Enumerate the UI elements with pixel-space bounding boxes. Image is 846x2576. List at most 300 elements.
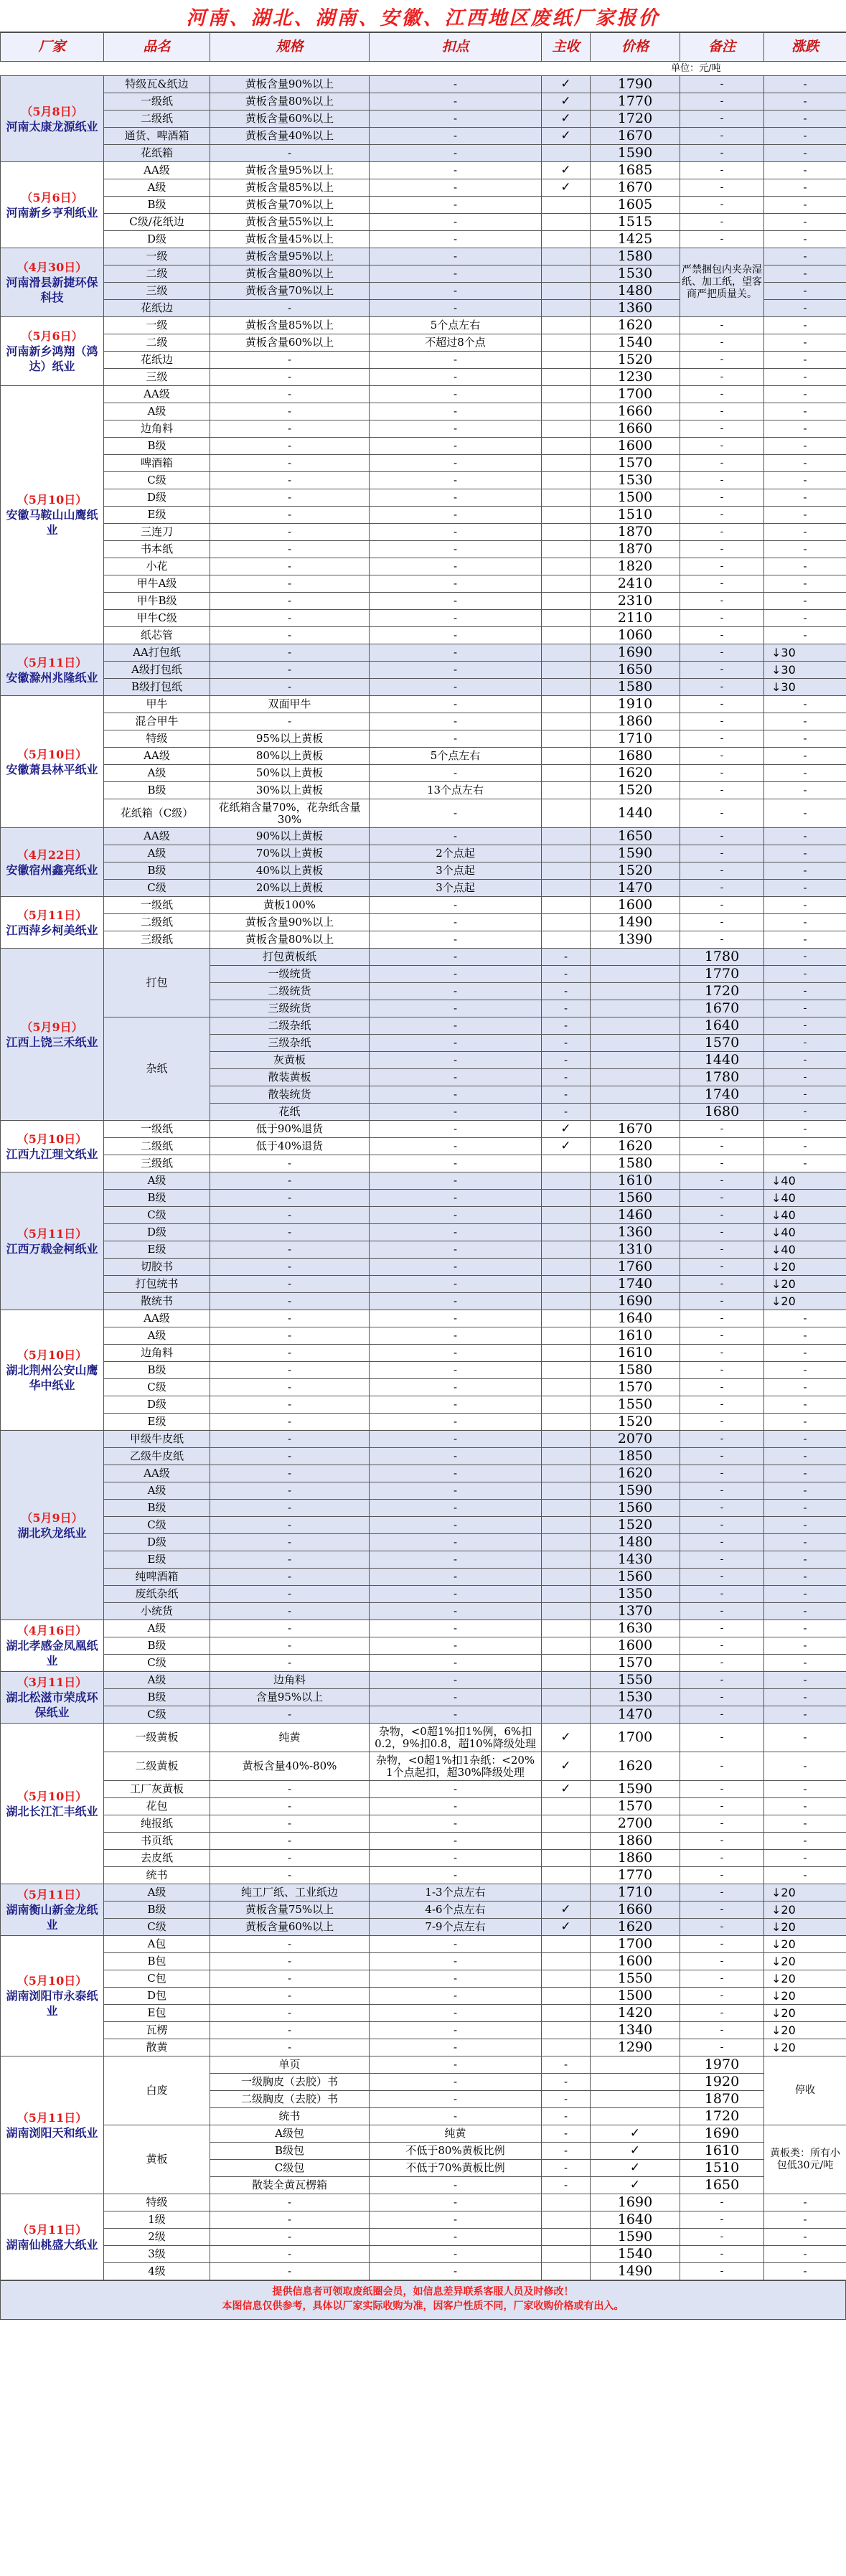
product-name: AA打包纸: [104, 644, 210, 662]
price-row: [1, 334, 846, 352]
deduction-cell: -: [370, 1781, 542, 1798]
main-purchase-check: [542, 507, 591, 524]
main-purchase-check: [542, 1448, 591, 1465]
deduction-cell: -: [370, 1207, 542, 1224]
price-cell: 1740: [591, 1276, 680, 1293]
spec-cell: -: [210, 575, 370, 593]
deduction-cell: -: [542, 1104, 591, 1121]
note-cell: -: [680, 1752, 764, 1781]
unit-row: [1, 62, 846, 76]
note-cell: -: [764, 1086, 846, 1104]
factory-cell: [1, 1310, 104, 1431]
deduction-cell: -: [542, 2143, 591, 2160]
note-cell: -: [680, 403, 764, 420]
deduction-cell: -: [370, 696, 542, 713]
product-name: B级: [104, 438, 210, 455]
factory-name: 江西上饶三禾纸业: [6, 1035, 98, 1049]
header-change: 涨跌: [764, 33, 846, 62]
price-cell: 1580: [591, 1155, 680, 1172]
price-row: [1, 1379, 846, 1396]
product-name: 灰黄板: [210, 1052, 370, 1069]
main-purchase-check: [542, 197, 591, 214]
price-cell: 1670: [591, 179, 680, 197]
spec-cell: -: [210, 1241, 370, 1259]
factory-name: 安徽马鞍山山鹰纸业: [6, 508, 98, 537]
price-row: [1, 1655, 846, 1672]
price-cell: 1460: [591, 1207, 680, 1224]
deduction-cell: -: [370, 1551, 542, 1569]
factory-cell: [1, 2194, 104, 2280]
deduction-cell: -: [542, 2108, 591, 2125]
note-cell: 停收: [764, 2056, 846, 2125]
spec-cell: -: [210, 352, 370, 369]
main-purchase-check: [542, 1327, 591, 1345]
spec-cell: 黄板100%: [210, 897, 370, 914]
deduction-cell: -: [370, 1850, 542, 1867]
factory-cell: [1, 1620, 104, 1672]
note-cell: -: [680, 179, 764, 197]
price-cell: 2700: [591, 1815, 680, 1833]
main-purchase-check: [542, 1655, 591, 1672]
deduction-cell: -: [370, 610, 542, 627]
deduction-cell: -: [370, 627, 542, 644]
spec-cell: -: [210, 1637, 370, 1655]
main-purchase-check: ✓: [591, 2177, 680, 2194]
deduction-cell: -: [370, 1798, 542, 1815]
note-cell: -: [680, 931, 764, 949]
change-cell: -: [764, 214, 846, 231]
spec-cell: 80%以上黄板: [210, 748, 370, 765]
change-cell: -: [764, 1396, 846, 1414]
price-row: [1, 862, 846, 880]
note-cell: -: [680, 2211, 764, 2229]
factory-date: （5月10日）: [17, 493, 88, 507]
deduction-cell: -: [370, 914, 542, 931]
spec-cell: 20%以上黄板: [210, 880, 370, 897]
deduction-cell: -: [370, 1345, 542, 1362]
main-purchase-check: ✓: [591, 2160, 680, 2177]
factory-name: 安徽宿州鑫亮纸业: [6, 862, 98, 877]
factory-date: （5月11日）: [17, 2222, 88, 2237]
spec-cell: -: [210, 2229, 370, 2246]
spec-cell: -: [210, 1517, 370, 1534]
price-row: [1, 455, 846, 472]
change-cell: -: [764, 111, 846, 128]
change-cell: -: [764, 1448, 846, 1465]
price-cell: 1580: [591, 1362, 680, 1379]
deduction-cell: 3个点起: [370, 862, 542, 880]
spec-cell: -: [370, 1104, 542, 1121]
main-purchase-check: ✓: [591, 2125, 680, 2143]
price-row: [1, 627, 846, 644]
price-row: [1, 231, 846, 248]
price-cell: 1560: [591, 1500, 680, 1517]
price-cell: 1510: [680, 2160, 764, 2177]
factory-name: 湖南浏阳天和纸业: [6, 2125, 98, 2140]
deduction-cell: 2个点起: [370, 845, 542, 862]
factory-cell: [1, 1172, 104, 1310]
spec-cell: -: [210, 1620, 370, 1637]
product-name: 打包统书: [104, 1276, 210, 1293]
price-cell: 1720: [591, 111, 680, 128]
price-cell: 1790: [591, 76, 680, 93]
spec-cell: -: [210, 472, 370, 489]
main-purchase-check: ✓: [542, 76, 591, 93]
price-cell: 1605: [591, 197, 680, 214]
main-purchase-check: [542, 1190, 591, 1207]
price-row: [1, 1953, 846, 1970]
change-cell: ↓20: [764, 1970, 846, 1988]
main-purchase-check: [542, 1586, 591, 1603]
deduction-cell: -: [370, 1414, 542, 1431]
deduction-cell: -: [370, 1138, 542, 1155]
change-cell: ↓20: [764, 2022, 846, 2039]
product-name: B级: [104, 1190, 210, 1207]
price-row: [1, 1276, 846, 1293]
main-purchase-check: [542, 2211, 591, 2229]
price-row: [1, 1988, 846, 2005]
price-row: [1, 558, 846, 575]
main-purchase-check: [542, 1431, 591, 1448]
deduction-cell: -: [370, 1970, 542, 1988]
price-cell: 1230: [591, 369, 680, 386]
deduction-cell: -: [370, 1867, 542, 1884]
deduction-cell: -: [370, 1689, 542, 1706]
price-cell: 1680: [680, 1104, 764, 1121]
price-cell: 1520: [591, 782, 680, 799]
note-cell: -: [680, 162, 764, 179]
note-cell: -: [680, 1138, 764, 1155]
deduction-cell: -: [542, 966, 591, 983]
note-cell: -: [680, 1396, 764, 1414]
main-purchase-check: [542, 472, 591, 489]
product-name: 花纸边: [104, 352, 210, 369]
change-cell: -: [764, 1586, 846, 1603]
deduction-cell: -: [370, 1603, 542, 1620]
deduction-cell: -: [370, 2039, 542, 2056]
note-cell: -: [680, 1276, 764, 1293]
price-cell: 1680: [591, 748, 680, 765]
main-purchase-check: [542, 524, 591, 541]
main-purchase-check: [542, 1953, 591, 1970]
factory-cell: [1, 76, 104, 162]
change-cell: -: [764, 317, 846, 334]
price-row: [1, 1327, 846, 1345]
price-row: [1, 2211, 846, 2229]
main-purchase-check: [542, 386, 591, 403]
product-name: B级: [104, 1902, 210, 1919]
spec-cell: -: [210, 1706, 370, 1724]
main-purchase-check: [542, 1970, 591, 1988]
spec-cell: 黄板含量95%以上: [210, 162, 370, 179]
change-cell: -: [764, 880, 846, 897]
note-cell: -: [680, 862, 764, 880]
note-cell: -: [680, 1534, 764, 1551]
deduction-cell: 不超过8个点: [370, 334, 542, 352]
deduction-cell: -: [542, 1035, 591, 1052]
product-name: A级包: [210, 2125, 370, 2143]
product-name: 3级: [104, 2246, 210, 2263]
change-cell: ↓20: [764, 1936, 846, 1953]
note-cell: -: [680, 1603, 764, 1620]
product-name: 通货、啤酒箱: [104, 128, 210, 145]
deduction-cell: -: [542, 983, 591, 1000]
product-name: D级: [104, 1396, 210, 1414]
main-purchase-check: [542, 2246, 591, 2263]
deduction-cell: -: [370, 403, 542, 420]
price-cell: 1610: [680, 2143, 764, 2160]
main-purchase-check: [542, 713, 591, 730]
note-cell: -: [680, 1620, 764, 1637]
spec-cell: -: [210, 1448, 370, 1465]
price-row: [1, 1465, 846, 1482]
header-row: [1, 33, 846, 62]
product-name: A级: [104, 1884, 210, 1902]
note-cell: -: [680, 610, 764, 627]
spec-cell: -: [210, 1327, 370, 1345]
product-name: E级: [104, 1551, 210, 1569]
product-name: 纸芯管: [104, 627, 210, 644]
note-cell: -: [680, 2194, 764, 2211]
spec-cell: -: [370, 2074, 542, 2091]
deduction-cell: -: [370, 455, 542, 472]
spec-cell: -: [210, 1293, 370, 1310]
factory-name: 安徽滁州兆隆纸业: [6, 670, 98, 685]
main-purchase-check: [542, 1620, 591, 1637]
change-cell: -: [764, 713, 846, 730]
note-cell: -: [680, 593, 764, 610]
main-purchase-check: [542, 644, 591, 662]
main-purchase-check: [542, 730, 591, 748]
main-purchase-check: [591, 2056, 680, 2074]
change-cell: ↓20: [764, 1953, 846, 1970]
spec-cell: 黄板含量80%以上: [210, 265, 370, 283]
change-cell: -: [764, 558, 846, 575]
spec-cell: -: [210, 1798, 370, 1815]
product-name: 散装黄板: [210, 1069, 370, 1086]
price-cell: 1780: [680, 1069, 764, 1086]
change-cell: -: [764, 575, 846, 593]
spec-cell: -: [210, 438, 370, 455]
main-purchase-check: ✓: [542, 162, 591, 179]
price-cell: 1570: [591, 1655, 680, 1672]
change-cell: -: [764, 489, 846, 507]
main-purchase-check: [591, 983, 680, 1000]
product-name: 散装全黄瓦楞箱: [210, 2177, 370, 2194]
main-purchase-check: [591, 1069, 680, 1086]
spec-cell: -: [210, 1190, 370, 1207]
deduction-cell: -: [370, 1517, 542, 1534]
deduction-cell: -: [370, 2211, 542, 2229]
note-cell: -: [680, 420, 764, 438]
footer-line: 本图信息仅供参考，具体以厂家实际收购为准，因客户性质不同，厂家收购价格或有出入。: [222, 2300, 624, 2312]
spec-cell: 花纸箱含量70%，花杂纸含量30%: [210, 799, 370, 828]
change-cell: ↓20: [764, 2039, 846, 2056]
main-purchase-check: [542, 334, 591, 352]
spec-cell: -: [210, 2263, 370, 2280]
change-cell: -: [764, 1752, 846, 1781]
product-name: 散装统货: [210, 1086, 370, 1104]
main-purchase-check: [542, 420, 591, 438]
note-cell: -: [680, 1431, 764, 1448]
main-purchase-check: [542, 880, 591, 897]
note-cell: -: [680, 1327, 764, 1345]
note-cell: -: [680, 575, 764, 593]
note-cell: -: [764, 983, 846, 1000]
price-cell: 1520: [591, 1414, 680, 1431]
note-cell: -: [680, 507, 764, 524]
deduction-cell: -: [542, 2091, 591, 2108]
price-cell: 1870: [591, 524, 680, 541]
note-cell: -: [680, 1724, 764, 1752]
deduction-cell: -: [370, 1293, 542, 1310]
spec-cell: 双面甲牛: [210, 696, 370, 713]
note-cell: -: [680, 679, 764, 696]
spec-cell: -: [370, 1000, 542, 1017]
change-cell: ↓30: [764, 679, 846, 696]
product-category: 黄板: [104, 2125, 210, 2194]
note-cell: -: [764, 1000, 846, 1017]
price-row: [1, 748, 846, 765]
price-cell: 2110: [591, 610, 680, 627]
note-cell: -: [680, 1867, 764, 1884]
spec-cell: -: [370, 1017, 542, 1035]
price-row: [1, 1241, 846, 1259]
product-name: A包: [104, 1936, 210, 1953]
factory-name: 湖北孝感金凤凰纸业: [6, 1639, 98, 1668]
product-name: A级: [104, 845, 210, 862]
spec-cell: 40%以上黄板: [210, 862, 370, 880]
price-row: [1, 845, 846, 862]
price-cell: 1630: [591, 1620, 680, 1637]
price-cell: 1550: [591, 1672, 680, 1689]
deduction-cell: 5个点左右: [370, 317, 542, 334]
product-name: B包: [104, 1953, 210, 1970]
deduction-cell: -: [370, 799, 542, 828]
factory-name: 湖南仙桃盛大纸业: [6, 2237, 98, 2252]
main-purchase-check: [542, 862, 591, 880]
price-cell: 1610: [591, 1345, 680, 1362]
spec-cell: -: [210, 489, 370, 507]
product-name: 统书: [104, 1867, 210, 1884]
price-cell: 2310: [591, 593, 680, 610]
price-row: [1, 713, 846, 730]
price-row: [1, 1017, 846, 1035]
price-cell: 1920: [680, 2074, 764, 2091]
main-purchase-check: [542, 1465, 591, 1482]
change-cell: ↓20: [764, 1276, 846, 1293]
spec-cell: -: [210, 644, 370, 662]
price-cell: 1860: [591, 713, 680, 730]
factory-date: （5月11日）: [17, 1888, 88, 1902]
price-row: [1, 541, 846, 558]
change-cell: -: [764, 1482, 846, 1500]
change-cell: ↓20: [764, 1988, 846, 2005]
change-cell: -: [764, 1672, 846, 1689]
price-cell: 1860: [591, 1833, 680, 1850]
deduction-cell: -: [370, 765, 542, 782]
note-cell: -: [680, 696, 764, 713]
deduction-cell: -: [542, 1052, 591, 1069]
price-cell: 1670: [591, 128, 680, 145]
deduction-cell: -: [370, 593, 542, 610]
factory-cell: [1, 644, 104, 696]
change-cell: -: [764, 1327, 846, 1345]
price-row: [1, 1620, 846, 1637]
product-category: 杂纸: [104, 1017, 210, 1121]
deduction-cell: -: [370, 231, 542, 248]
spec-cell: -: [210, 1850, 370, 1867]
factory-cell: [1, 1724, 104, 1884]
spec-cell: -: [210, 403, 370, 420]
spec-cell: -: [210, 2194, 370, 2211]
main-purchase-check: [542, 214, 591, 231]
spec-cell: 边角料: [210, 1672, 370, 1689]
product-name: 边角料: [104, 1345, 210, 1362]
change-cell: -: [764, 2211, 846, 2229]
main-purchase-check: [591, 2091, 680, 2108]
change-cell: -: [764, 1534, 846, 1551]
main-purchase-check: [542, 765, 591, 782]
main-purchase-check: [542, 782, 591, 799]
factory-name: 江西万载金柯纸业: [6, 1241, 98, 1256]
spec-cell: 90%以上黄板: [210, 828, 370, 845]
price-cell: 1580: [591, 679, 680, 696]
deduction-cell: -: [370, 1362, 542, 1379]
deduction-cell: -: [370, 1833, 542, 1850]
deduction-cell: -: [370, 1500, 542, 1517]
price-cell: 1290: [591, 2039, 680, 2056]
spec-cell: -: [210, 1970, 370, 1988]
price-row: [1, 1138, 846, 1155]
note-cell: -: [680, 1919, 764, 1936]
spec-cell: 纯黄: [210, 1724, 370, 1752]
price-row: [1, 128, 846, 145]
note-cell: -: [680, 1362, 764, 1379]
spec-cell: -: [370, 2177, 542, 2194]
price-row: [1, 765, 846, 782]
price-cell: 1660: [591, 403, 680, 420]
price-row: [1, 179, 846, 197]
product-name: A级: [104, 1482, 210, 1500]
deduction-cell: -: [370, 1815, 542, 1833]
factory-cell: [1, 162, 104, 248]
main-purchase-check: [542, 403, 591, 420]
product-name: 书页纸: [104, 1833, 210, 1850]
deduction-cell: -: [370, 897, 542, 914]
price-cell: 1520: [591, 862, 680, 880]
price-row: [1, 1293, 846, 1310]
deduction-cell: -: [370, 111, 542, 128]
note-cell: -: [680, 1551, 764, 1569]
main-purchase-check: ✓: [542, 179, 591, 197]
deduction-cell: -: [542, 2177, 591, 2194]
product-name: 二级: [104, 265, 210, 283]
product-name: AA级: [104, 162, 210, 179]
price-row: [1, 1190, 846, 1207]
main-purchase-check: [542, 748, 591, 765]
price-row: [1, 1724, 846, 1752]
change-cell: -: [764, 283, 846, 300]
deduction-cell: -: [370, 1953, 542, 1970]
change-cell: -: [764, 179, 846, 197]
price-cell: 1550: [591, 1396, 680, 1414]
spec-cell: -: [370, 1069, 542, 1086]
spec-cell: 黄板含量90%以上: [210, 76, 370, 93]
main-purchase-check: [542, 283, 591, 300]
note-cell: -: [680, 1345, 764, 1362]
note-cell: -: [680, 1259, 764, 1276]
